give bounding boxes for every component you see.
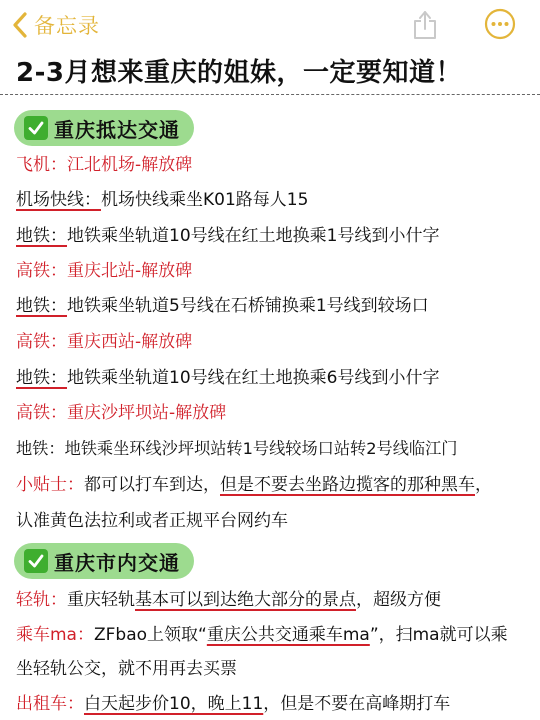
section-label: 重庆抵达交通 <box>54 117 180 142</box>
list-item <box>16 692 540 716</box>
row-label: 飞机： <box>16 155 67 175</box>
list-item <box>16 188 540 212</box>
more-icon <box>484 25 516 44</box>
row-label: 小贴士： <box>16 475 84 495</box>
share-button[interactable] <box>410 7 440 41</box>
row-text: 地铁乘坐轨道10号线在红土地换乘6号线到小什字 <box>67 368 440 388</box>
check-icon <box>24 116 48 140</box>
back-label: 备忘录 <box>34 14 100 38</box>
list-item <box>16 366 540 390</box>
list-item <box>16 623 540 647</box>
row-text: 重庆北站-解放碑 <box>67 261 193 281</box>
row-label: 地铁： <box>16 226 67 246</box>
chevron-left-icon <box>12 11 28 39</box>
row-highlight: 但是不要去坐路边揽客的那种黑车 <box>220 475 475 495</box>
list-item <box>16 401 540 425</box>
row-text: 机场快线乘坐K01路每人15 <box>101 190 309 210</box>
row-text: ”，扫ma就可以乘 <box>369 625 508 645</box>
list-item <box>16 437 540 461</box>
row-text: ， <box>475 475 492 495</box>
row-highlight: 基本可以到达绝大部分的景点 <box>135 590 356 610</box>
row-label: 轻轨： <box>16 590 67 610</box>
row-label: 地铁： <box>16 368 67 388</box>
row-label: 地铁： <box>16 439 65 458</box>
row-label: 高铁： <box>16 332 67 352</box>
row-highlight: 重庆公共交通乘车ma <box>206 625 370 645</box>
row-label: 机场快线： <box>16 190 101 210</box>
row-text: 地铁乘坐环线沙坪坝站转1号线较场口站转2号线临江门 <box>64 439 458 458</box>
list-item <box>16 153 540 177</box>
row-label: 乘车ma： <box>16 625 94 645</box>
list-item <box>16 509 540 533</box>
row-label: 出租车： <box>16 694 84 714</box>
title-divider <box>0 94 540 95</box>
list-item <box>16 259 540 283</box>
row-highlight: 白天起步价10，晚上11 <box>84 694 264 714</box>
note-title: 2-3月想来重庆的姐妹，一定要知道！ <box>16 58 462 88</box>
section-label: 重庆市内交通 <box>54 550 180 575</box>
row-text: ZFbao上领取“ <box>93 625 207 645</box>
more-button[interactable] <box>484 8 516 40</box>
back-button[interactable] <box>12 8 100 42</box>
list-item <box>16 330 540 354</box>
navigation-bar <box>0 0 540 50</box>
row-text: 重庆西站-解放碑 <box>67 332 193 352</box>
row-text: 重庆沙坪坝站-解放碑 <box>67 403 227 423</box>
list-item <box>16 473 540 497</box>
section-header-local <box>14 543 194 579</box>
list-item <box>16 224 540 248</box>
row-text: 都可以打车到达， <box>84 475 220 495</box>
row-text: ，超级方便 <box>356 590 441 610</box>
row-text: 重庆轻轨 <box>67 590 135 610</box>
share-icon <box>410 26 440 45</box>
row-label: 地铁： <box>16 296 67 316</box>
row-label: 高铁： <box>16 261 67 281</box>
list-item <box>16 657 540 681</box>
check-icon <box>24 549 48 573</box>
row-text: 坐轻轨公交，就不用再去买票 <box>16 659 237 679</box>
row-text: 认准黄色法拉利或者正规平台网约车 <box>16 511 288 531</box>
row-text: ，但是不要在高峰期打车 <box>263 694 451 714</box>
row-text: 江北机场-解放碑 <box>67 155 193 175</box>
row-text: 地铁乘坐轨道5号线在石桥铺换乘1号线到较场口 <box>67 296 429 316</box>
row-label: 高铁： <box>16 403 67 423</box>
list-item <box>16 294 540 318</box>
section-header-arrival <box>14 110 194 146</box>
row-text: 地铁乘坐轨道10号线在红土地换乘1号线到小什字 <box>67 226 440 246</box>
list-item <box>16 588 540 612</box>
